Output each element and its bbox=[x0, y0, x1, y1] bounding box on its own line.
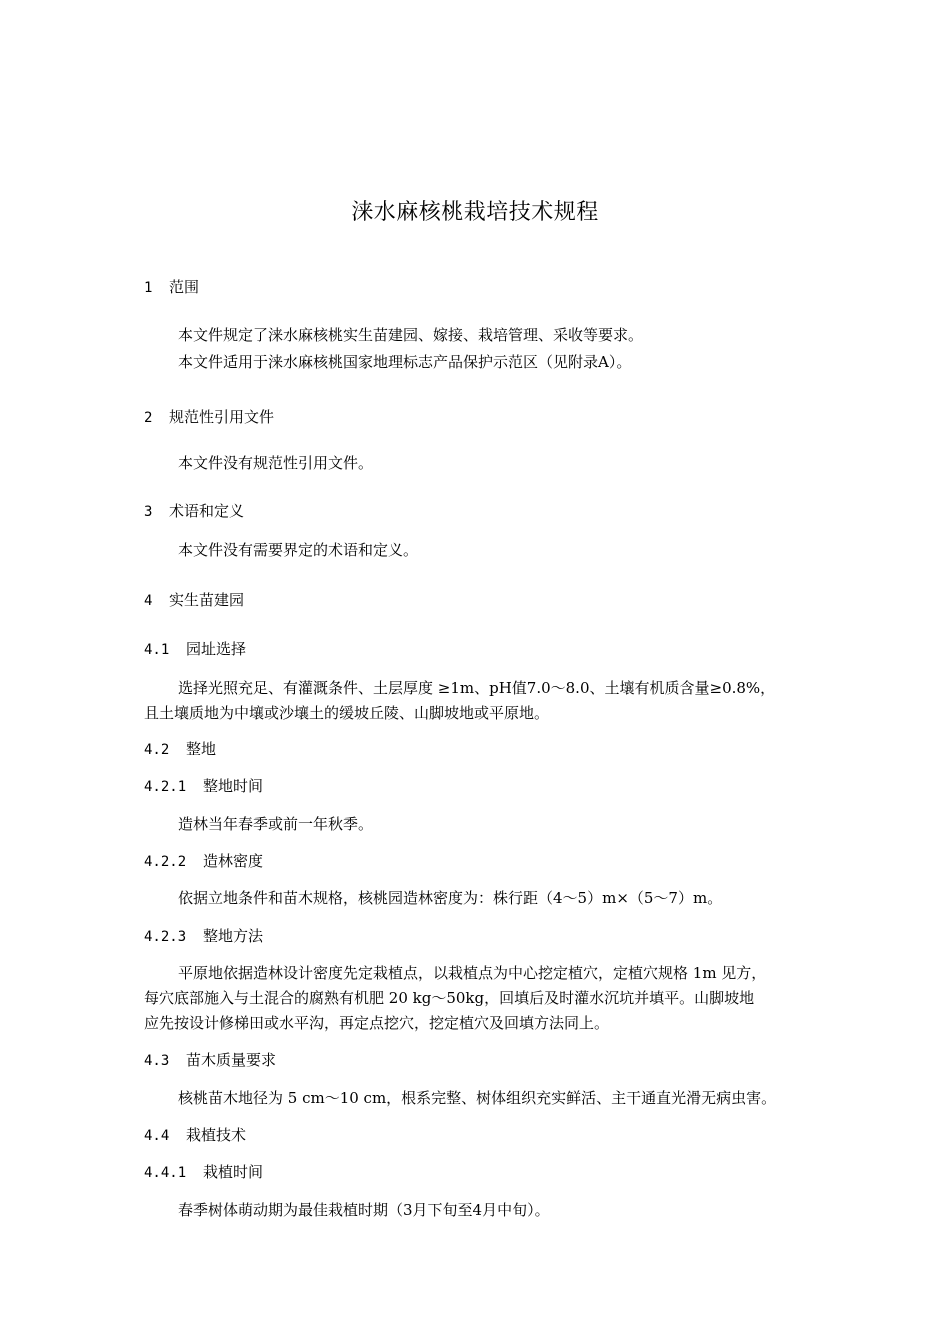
heading-number: 4 bbox=[144, 593, 153, 609]
paragraph: 核桃苗木地径为 5 cm～10 cm，根系完整、树体组织充实鲜活、主干通直光滑无病虫害。 bbox=[178, 1089, 777, 1107]
heading-4-4-1 bbox=[144, 1161, 263, 1184]
heading-text: 术语和定义 bbox=[169, 502, 245, 520]
heading-text: 造林密度 bbox=[203, 852, 264, 870]
heading-number: 4.2.3 bbox=[144, 929, 187, 945]
heading-text: 整地方法 bbox=[203, 927, 264, 945]
heading-number: 4.2.2 bbox=[144, 854, 187, 870]
heading-number: 4.2.1 bbox=[144, 779, 187, 795]
heading-4 bbox=[144, 589, 244, 612]
paragraph-continuation: 且土壤质地为中壤或沙壤土的缓坡丘陵、山脚坡地或平原地。 bbox=[144, 704, 550, 722]
heading-1 bbox=[144, 276, 199, 299]
heading-text: 规范性引用文件 bbox=[169, 408, 275, 426]
paragraph: 本文件适用于涞水麻核桃国家地理标志产品保护示范区（见附录A）。 bbox=[178, 353, 632, 371]
paragraph: 本文件规定了涞水麻核桃实生苗建园、嫁接、栽培管理、采收等要求。 bbox=[178, 326, 644, 344]
heading-text: 实生苗建园 bbox=[169, 591, 245, 609]
heading-2 bbox=[144, 406, 274, 429]
heading-number: 4.1 bbox=[144, 642, 170, 658]
heading-4-2 bbox=[144, 738, 216, 761]
heading-number: 1 bbox=[144, 280, 153, 296]
paragraph: 春季树体萌动期为最佳栽植时期（3月下旬至4月中旬）。 bbox=[178, 1201, 550, 1219]
heading-3 bbox=[144, 500, 244, 523]
heading-text: 园址选择 bbox=[186, 640, 247, 658]
heading-text: 整地 bbox=[186, 740, 217, 758]
heading-text: 整地时间 bbox=[203, 777, 264, 795]
heading-text: 范围 bbox=[169, 278, 200, 296]
heading-4-3 bbox=[144, 1049, 276, 1072]
heading-text: 栽植时间 bbox=[203, 1163, 264, 1181]
heading-number: 4.3 bbox=[144, 1053, 170, 1069]
paragraph: 本文件没有规范性引用文件。 bbox=[178, 454, 374, 472]
heading-number: 4.2 bbox=[144, 742, 170, 758]
paragraph-continuation: 每穴底部施入与土混合的腐熟有机肥 20 kg～50kg，回填后及时灌水沉坑并填平。山脚坡地 bbox=[144, 989, 755, 1007]
heading-4-2-3 bbox=[144, 925, 263, 948]
paragraph: 造林当年春季或前一年秋季。 bbox=[178, 815, 374, 833]
heading-text: 栽植技术 bbox=[186, 1126, 247, 1144]
heading-number: 3 bbox=[144, 504, 153, 520]
heading-4-4 bbox=[144, 1124, 246, 1147]
heading-4-2-1 bbox=[144, 775, 263, 798]
paragraph: 选择光照充足、有灌溉条件、土层厚度 ≥1m、pH值7.0～8.0、土壤有机质含量≥0.8%， bbox=[178, 679, 776, 697]
paragraph: 本文件没有需要界定的术语和定义。 bbox=[178, 541, 419, 559]
document-title: 涞水麻核桃栽培技术规程 bbox=[351, 200, 599, 225]
heading-number: 2 bbox=[144, 410, 153, 426]
paragraph-continuation: 应先按设计修梯田或水平沟，再定点挖穴，挖定植穴及回填方法同上。 bbox=[144, 1014, 610, 1032]
heading-number: 4.4.1 bbox=[144, 1165, 187, 1181]
heading-text: 苗木质量要求 bbox=[186, 1051, 277, 1069]
heading-4-1 bbox=[144, 638, 246, 661]
paragraph: 依据立地条件和苗木规格，核桃园造林密度为：株行距（4～5）m×（5～7）m。 bbox=[178, 889, 723, 907]
heading-4-2-2 bbox=[144, 850, 263, 873]
heading-number: 4.4 bbox=[144, 1128, 170, 1144]
paragraph: 平原地依据造林设计密度先定栽植点，以栽植点为中心挖定植穴，定植穴规格 1m 见方， bbox=[178, 964, 767, 982]
